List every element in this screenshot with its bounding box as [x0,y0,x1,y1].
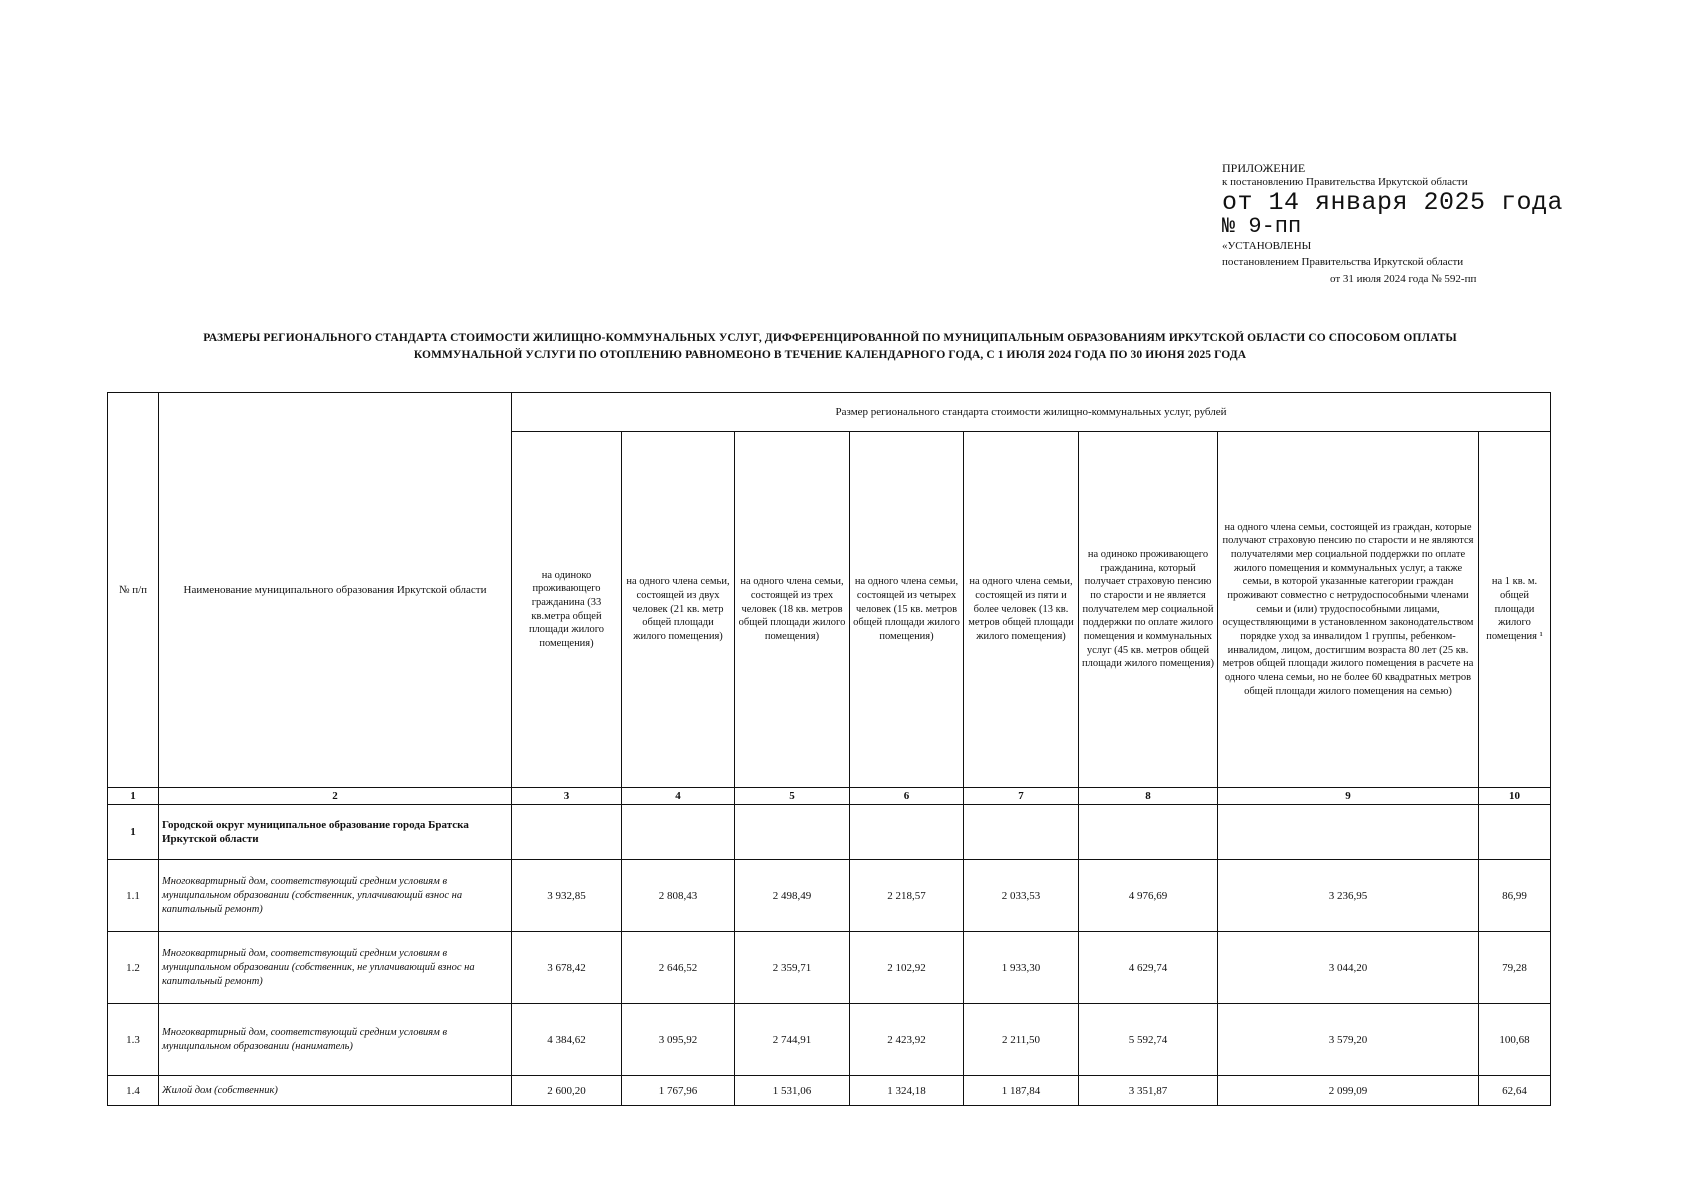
value-cell: 2 808,43 [622,860,735,932]
value-cell: 100,68 [1479,1004,1551,1076]
row-name: Многоквартирный дом, соответствующий средним условиям в муниципальном образовании (наниматель) [159,1004,512,1076]
standards-table [107,392,1551,1106]
table-row [108,860,1551,932]
col-number: 1 [108,788,159,805]
value-cell: 3 236,95 [1218,860,1479,932]
empty-cell [964,805,1079,860]
value-cell: 4 384,62 [512,1004,622,1076]
value-cell: 1 531,06 [735,1076,850,1106]
value-cell: 4 629,74 [1079,932,1218,1004]
established-date: от 31 июля 2024 года № 592-пп [1330,273,1477,286]
value-cell: 1 933,30 [964,932,1079,1004]
col-number: 10 [1479,788,1551,805]
header-col-5: на одного члена семьи, состоящей из трех человек (18 кв. метров общей площади жилого помещения) [735,432,850,788]
value-cell: 86,99 [1479,860,1551,932]
value-cell: 3 932,85 [512,860,622,932]
empty-cell [1218,805,1479,860]
appendix-label: ПРИЛОЖЕНИЕ [1222,161,1306,175]
value-cell: 2 359,71 [735,932,850,1004]
row-name: Многоквартирный дом, соответствующий средним условиям в муниципальном образовании (собственник, не уплачивающий взнос на капитальный ремонт) [159,932,512,1004]
value-cell: 62,64 [1479,1076,1551,1106]
value-cell: 4 976,69 [1079,860,1218,932]
value-cell: 2 600,20 [512,1076,622,1106]
value-cell: 1 324,18 [850,1076,964,1106]
col-number: 6 [850,788,964,805]
header-col-4: на одного члена семьи, состоящей из двух человек (21 кв. метр общей площади жилого помещения) [622,432,735,788]
appendix-date: от 14 января 2025 года [1222,187,1564,217]
established-by: постановлением Правительства Иркутской области [1222,255,1464,268]
col-number: 9 [1218,788,1479,805]
value-cell: 2 099,09 [1218,1076,1479,1106]
col-number: 2 [159,788,512,805]
title-line-2: КОММУНАЛЬНОЙ УСЛУГИ ПО ОТОПЛЕНИЮ РАВНОМЕОНО В ТЕЧЕНИЕ КАЛЕНДАРНОГО ГОДА, С 1 ИЮЛЯ 2024 ГОДА ПО 30 ИЮНЯ 2025 ГОДА [413,349,1247,361]
header-col-6: на одного члена семьи, состоящей из четырех человек (15 кв. метров общей площади жилого помещения) [850,432,964,788]
col-number: 8 [1079,788,1218,805]
value-cell: 3 579,20 [1218,1004,1479,1076]
col-number: 7 [964,788,1079,805]
empty-cell [622,805,735,860]
col-number: 5 [735,788,850,805]
table-row [108,932,1551,1004]
header-col-8: на одиноко проживающего гражданина, который получает страховую пенсию по старости и не является получателем мер социальной поддержки по оплате жилого помещения и коммунальных услуг (45 кв. метров общей площади жилого помещения) [1079,432,1218,788]
row-num: 1.2 [108,932,159,1004]
value-cell: 2 744,91 [735,1004,850,1076]
value-cell: 2 646,52 [622,932,735,1004]
value-cell: 3 095,92 [622,1004,735,1076]
row-num: 1.4 [108,1076,159,1106]
column-number-row [108,788,1551,805]
value-cell: 2 102,92 [850,932,964,1004]
value-cell: 79,28 [1479,932,1551,1004]
value-cell: 2 218,57 [850,860,964,932]
empty-cell [1079,805,1218,860]
row-num: 1.1 [108,860,159,932]
section-name: Городской округ муниципальное образование города Братска Иркутской области [159,805,512,860]
value-cell: 2 423,92 [850,1004,964,1076]
header-col-3: на одиноко проживающего гражданина (33 кв.метра общей площади жилого помещения) [512,432,622,788]
value-cell: 2 211,50 [964,1004,1079,1076]
empty-cell [850,805,964,860]
header-num: № п/п [108,393,159,788]
section-num: 1 [108,805,159,860]
header-col-10: на 1 кв. м. общей площади жилого помещения ¹ [1479,432,1551,788]
row-name: Жилой дом (собственник) [159,1076,512,1106]
empty-cell [735,805,850,860]
empty-cell [1479,805,1551,860]
title-line-1: РАЗМЕРЫ РЕГИОНАЛЬНОГО СТАНДАРТА СТОИМОСТИ ЖИЛИЩНО-КОММУНАЛЬНЫХ УСЛУГ, ДИФФЕРЕНЦИРОВАННОЙ ПО МУНИЦИПАЛЬНЫМ ОБРАЗОВАНИЯМ ИРКУТСКОЙ ОБЛАСТИ СО СПОСОБОМ ОПЛАТЫ [203,332,1457,344]
value-cell: 3 351,87 [1079,1076,1218,1106]
value-cell: 1 767,96 [622,1076,735,1106]
header-name: Наименование муниципального образования Иркутской области [159,393,512,788]
section-row [108,805,1551,860]
empty-cell [512,805,622,860]
col-number: 4 [622,788,735,805]
row-num: 1.3 [108,1004,159,1076]
value-cell: 3 678,42 [512,932,622,1004]
document-title [110,330,1550,364]
header-col-9: на одного члена семьи, состоящей из граждан, которые получают страховую пенсию по старости и не являются получателями мер социальной поддержки по оплате жилого помещения и коммунальных услуг, а также семьи, в которой указанные категории граждан проживают совместно с нетрудоспособными членами семьи и (или) трудоспособными лицами, осуществляющими в установленном законодательством порядке уход за инвалидом 1 группы, ребенком-инвалидом, лицом, достигшим возраста 80 лет (25 кв. метров общей площади жилого помещения в расчете на одного члена семьи, но не более 60 квадратных метров общей площади жилого помещения на семью) [1218,432,1479,788]
col-number: 3 [512,788,622,805]
header-group: Размер регионального стандарта стоимости жилищно-коммунальных услуг, рублей [512,393,1551,432]
value-cell: 3 044,20 [1218,932,1479,1004]
established-label: «УСТАНОВЛЕНЫ [1222,239,1312,252]
appendix-resolution-ref: к постановлению Правительства Иркутской области [1222,176,1468,188]
value-cell: 1 187,84 [964,1076,1079,1106]
header-col-7: на одного члена семьи, состоящей из пяти и более человек (13 кв. метров общей площади жилого помещения) [964,432,1079,788]
value-cell: 2 033,53 [964,860,1079,932]
table-row [108,1004,1551,1076]
table-row [108,1076,1551,1106]
appendix-block [1222,161,1662,287]
value-cell: 5 592,74 [1079,1004,1218,1076]
value-cell: 2 498,49 [735,860,850,932]
appendix-number: № 9-пп [1222,213,1302,239]
row-name: Многоквартирный дом, соответствующий средним условиям в муниципальном образовании (собственник, уплачивающий взнос на капитальный ремонт) [159,860,512,932]
